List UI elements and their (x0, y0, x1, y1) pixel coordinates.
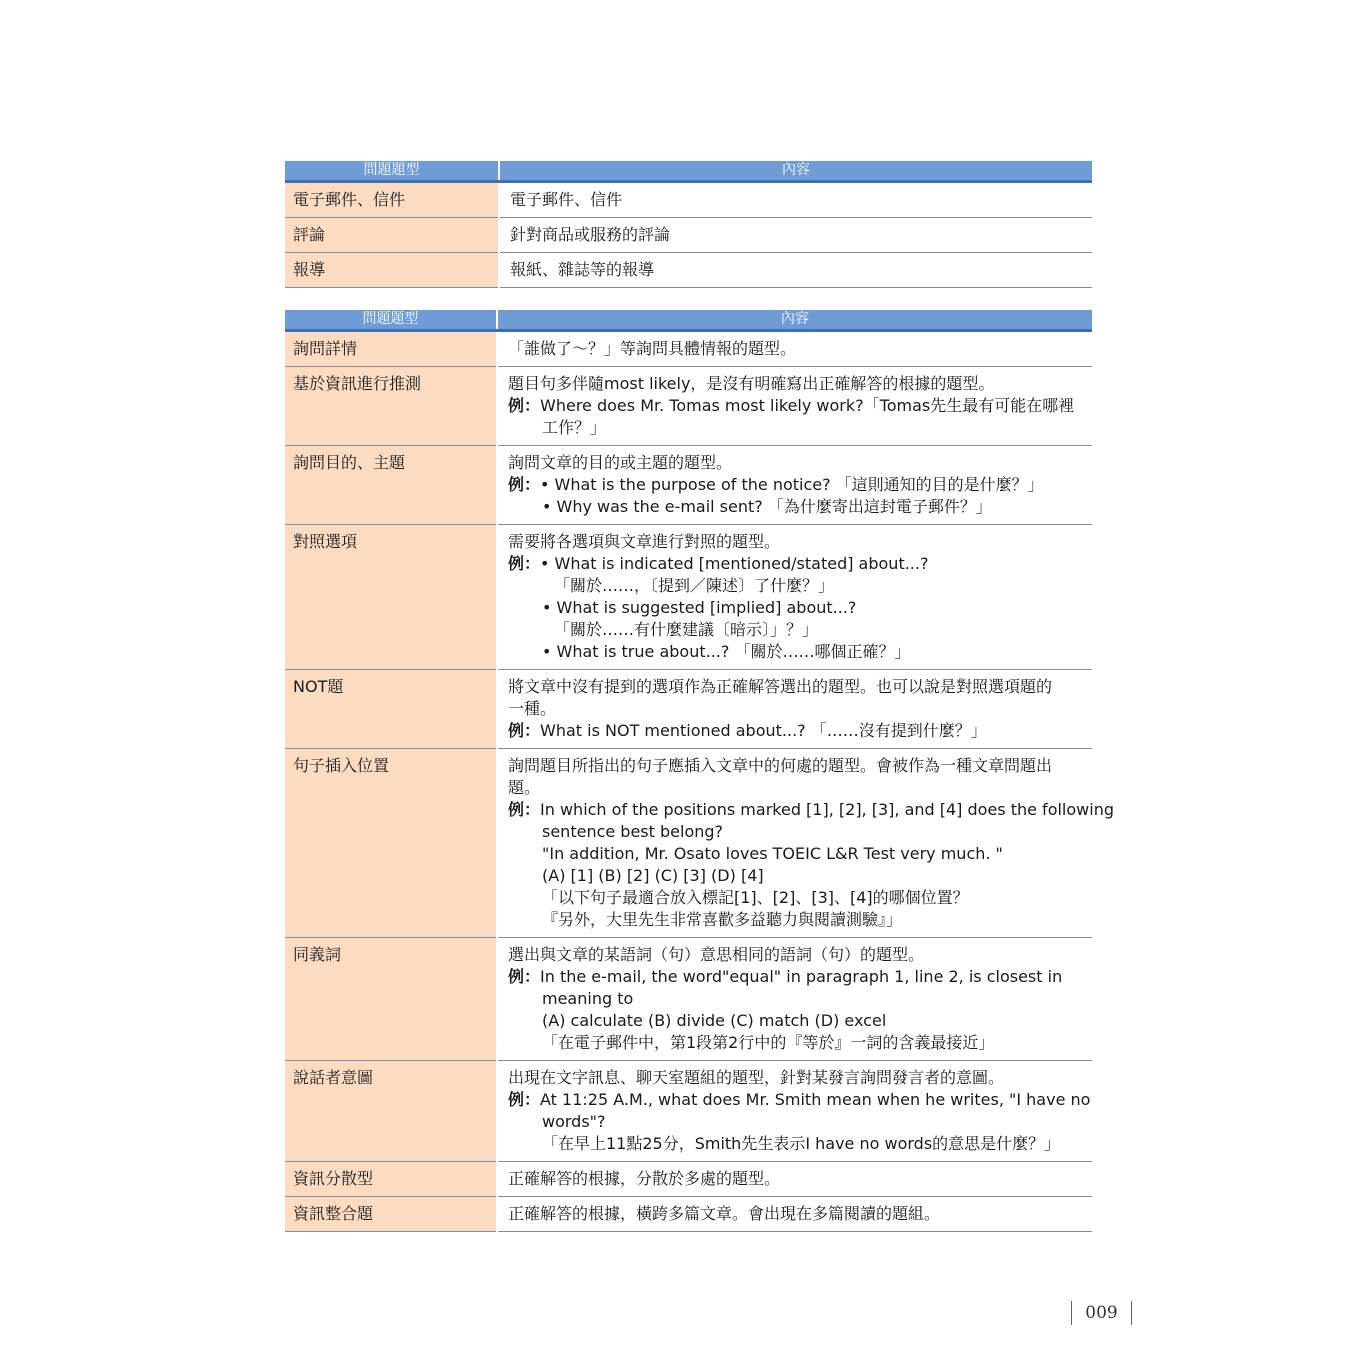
table-row (285, 182, 1092, 218)
row-description: 題。 (508, 778, 541, 797)
example-line: 工作？」 (542, 418, 607, 437)
example-line: 例：Where does Mr. Tomas most likely work?「Tomas先生最有可能在哪裡 (508, 396, 1075, 415)
example-label: 例： (508, 967, 541, 986)
example-label: 例： (508, 475, 541, 494)
question-type-table-1 (285, 161, 1092, 288)
row-description: 詢問文章的目的或主題的題型。 (508, 453, 733, 472)
row-type: 基於資訊進行推測 (285, 367, 497, 446)
row-description: 題目句多伴隨most likely，是沒有明確寫出正確解答的根據的題型。 (508, 374, 995, 393)
table-row (285, 1162, 1092, 1197)
example-line: • Why was the e-mail sent? 「為什麼寄出這封電子郵件？」 (542, 497, 992, 516)
row-content (497, 1061, 1092, 1162)
header-content: 內容 (497, 310, 1092, 331)
table-row (285, 253, 1092, 288)
row-description: 正確解答的根據，橫跨多篇文章。會出現在多篇閱讀的題組。 (508, 1204, 941, 1223)
row-type: 詢問目的、主題 (285, 446, 497, 525)
row-type: 評論 (285, 218, 499, 253)
table-row (285, 670, 1092, 749)
header-type: 問題題型 (285, 310, 497, 331)
table-row (285, 1197, 1092, 1232)
example-line: sentence best belong? (542, 822, 724, 841)
example-label: 例： (508, 1090, 541, 1109)
example-line: 例：At 11:25 A.M., what does Mr. Smith mean when he writes, "I have no (508, 1090, 1091, 1109)
table-row (285, 938, 1092, 1061)
example-line: 「關於……有什麼建議〔暗示〕」？」 (554, 620, 819, 639)
example-line: • What is true about...? 「關於……哪個正確？」 (542, 642, 911, 661)
example-line: (A) [1] (B) [2] (C) [3] (D) [4] (542, 866, 764, 885)
row-type: 資訊分散型 (285, 1162, 497, 1197)
row-description: 需要將各選項與文章進行對照的題型。 (508, 532, 781, 551)
table-row (285, 525, 1092, 670)
table-row (285, 749, 1092, 938)
row-content (497, 525, 1092, 670)
row-description: 將文章中沒有提到的選項作為正確解答選出的題型。也可以說是對照選項題的 (508, 677, 1053, 696)
row-description: 出現在文字訊息、聊天室題組的題型，針對某發言詢問發言者的意圖。 (508, 1068, 1005, 1087)
example-line: 『另外，大里先生非常喜歡多益聽力與閱讀測驗』」 (542, 910, 903, 929)
row-content (497, 670, 1092, 749)
example-line: meaning to (542, 989, 634, 1008)
header-type: 問題題型 (285, 161, 499, 182)
row-content (497, 446, 1092, 525)
table-row (285, 367, 1092, 446)
row-content (497, 938, 1092, 1061)
row-type: 對照選項 (285, 525, 497, 670)
example-line: 「以下句子最適合放入標記[1]、[2]、[3]、[4]的哪個位置？ (542, 888, 969, 907)
example-line: 「關於……，〔提到／陳述〕了什麼？」 (554, 576, 835, 595)
row-content (497, 331, 1092, 367)
row-type: 同義詞 (285, 938, 497, 1061)
row-type: 電子郵件、信件 (285, 182, 499, 218)
page-number: 009 (1071, 1301, 1132, 1325)
row-type: 句子插入位置 (285, 749, 497, 938)
example-label: 例： (508, 800, 541, 819)
table-header-row (285, 310, 1092, 331)
example-line: 例：• What is the purpose of the notice? 「這則通知的目的是什麼？」 (508, 475, 1044, 494)
example-label: 例： (508, 721, 541, 740)
row-type: NOT題 (285, 670, 497, 749)
table-row (285, 446, 1092, 525)
example-line: words"? (542, 1112, 606, 1131)
table-row (285, 218, 1092, 253)
example-line: 例：What is NOT mentioned about...? 「……沒有提到什麼？」 (508, 721, 987, 740)
row-type: 資訊整合題 (285, 1197, 497, 1232)
table-row (285, 331, 1092, 367)
row-content: 針對商品或服務的評論 (499, 218, 1092, 253)
row-content (497, 1162, 1092, 1197)
example-line: (A) calculate (B) divide (C) match (D) excel (542, 1011, 887, 1030)
example-line: 例：In which of the positions marked [1], [2], [3], and [4] does the following (508, 800, 1114, 819)
row-description: 詢問題目所指出的句子應插入文章中的何處的題型。會被作為一種文章問題出 (508, 756, 1053, 775)
row-type: 詢問詳情 (285, 331, 497, 367)
header-content: 內容 (499, 161, 1092, 182)
example-line: "In addition, Mr. Osato loves TOEIC L&R Test very much. " (542, 844, 1003, 863)
example-line: 例：In the e-mail, the word"equal" in paragraph 1, line 2, is closest in (508, 967, 1063, 986)
row-content: 電子郵件、信件 (499, 182, 1092, 218)
row-content (497, 367, 1092, 446)
example-label: 例： (508, 396, 541, 415)
row-description: 選出與文章的某語詞（句）意思相同的語詞（句）的題型。 (508, 945, 925, 964)
row-content (497, 1197, 1092, 1232)
row-description: 「誰做了～？」等詢問具體情報的題型。 (508, 339, 797, 358)
row-content: 報紙、雜誌等的報導 (499, 253, 1092, 288)
row-type: 報導 (285, 253, 499, 288)
example-label: 例： (508, 554, 541, 573)
example-line: • What is suggested [implied] about...? (542, 598, 857, 617)
question-type-table-2 (285, 310, 1114, 1232)
row-description: 一種。 (508, 699, 557, 718)
row-content (497, 749, 1114, 938)
example-line: 「在電子郵件中，第1段第2行中的『等於』一詞的含義最接近」 (542, 1033, 995, 1052)
example-line: 例：• What is indicated [mentioned/stated] about...? (508, 554, 929, 573)
row-type: 說話者意圖 (285, 1061, 497, 1162)
row-description: 正確解答的根據，分散於多處的題型。 (508, 1169, 781, 1188)
table-row (285, 1061, 1092, 1162)
table-header-row (285, 161, 1092, 182)
example-line: 「在早上11點25分，Smith先生表示I have no words的意思是什麼？」 (542, 1134, 1061, 1153)
